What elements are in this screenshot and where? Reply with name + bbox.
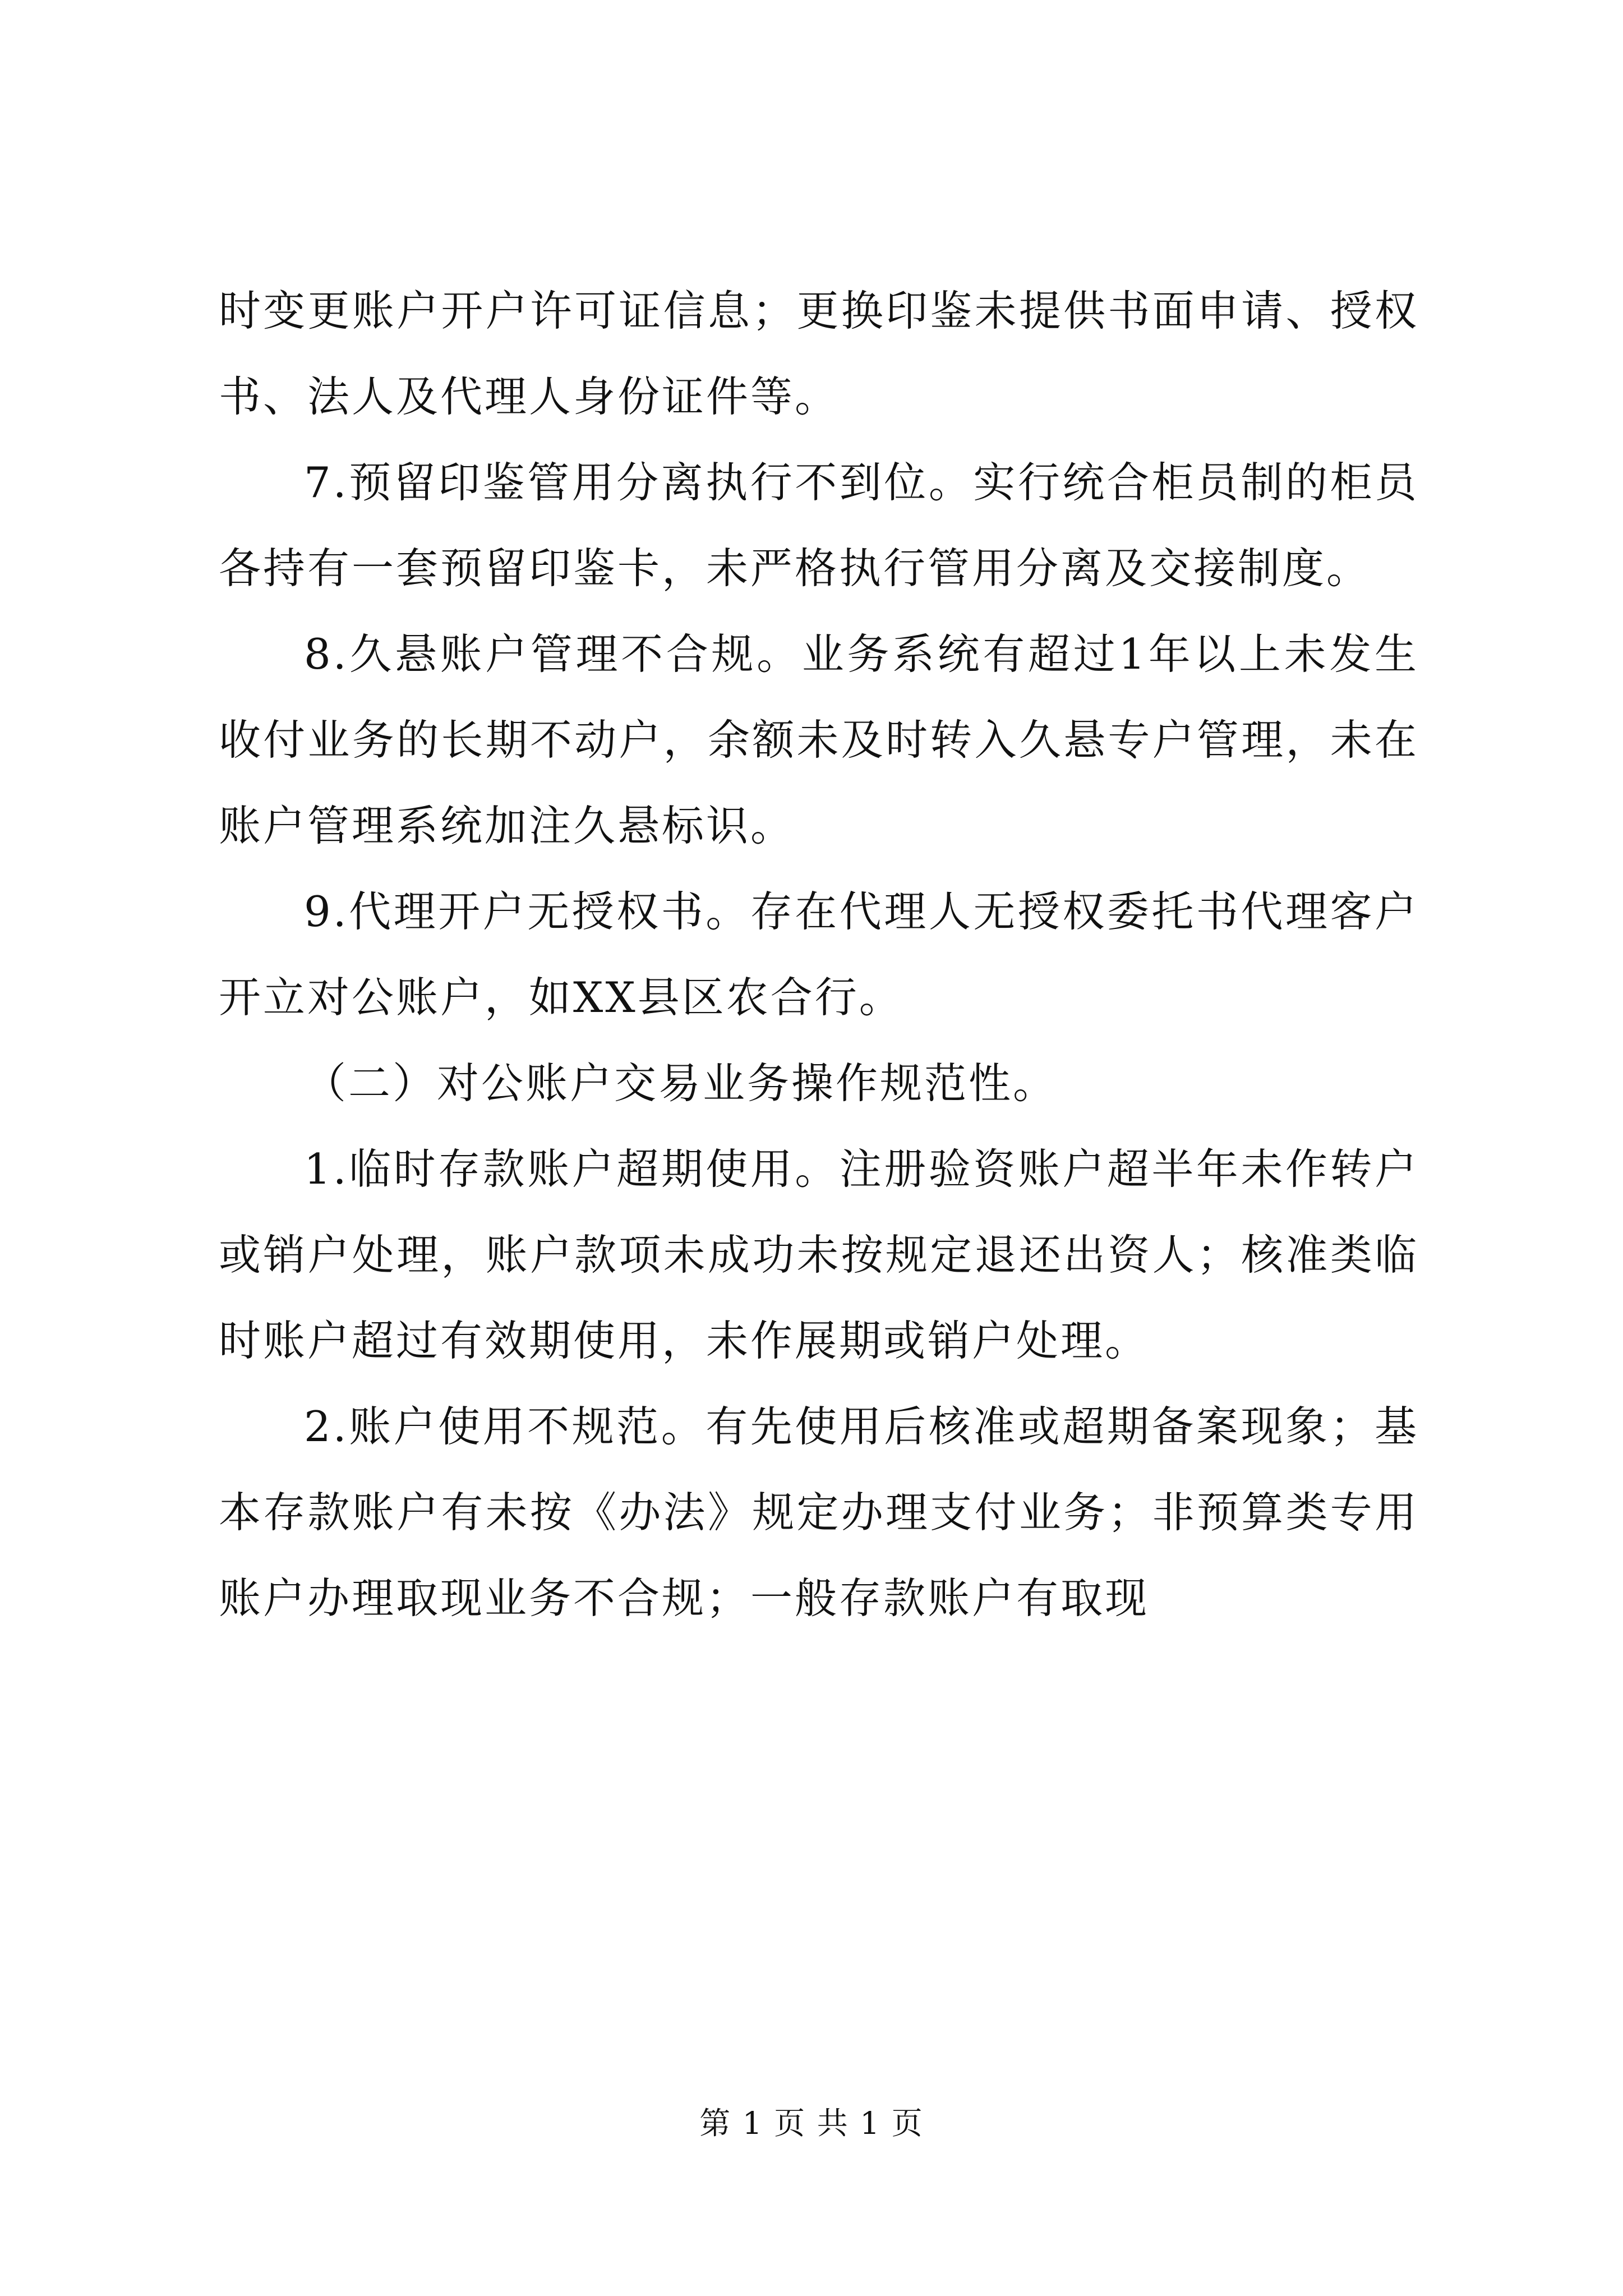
paragraph-item-7: 7.预留印鉴管用分离执行不到位。实行统合柜员制的柜员各持有一套预留印鉴卡，未严格执行管用分离及交接制度。	[219, 458, 1419, 593]
paragraph-item-8: 8.久悬账户管理不合规。业务系统有超过1年以上未发生收付业务的长期不动户，余额未及时转入久悬专户管理，未在账户管理系统加注久悬标识。	[219, 629, 1419, 850]
paragraph-continued: 时变更账户开户许可证信息；更换印鉴未提供书面申请、授权书、法人及代理人身份证件等。	[219, 286, 1419, 421]
paragraph-item-1: 1.临时存款账户超期使用。注册验资账户超半年未作转户或销户处理，账户款项未成功未按规定退还出资人；核准类临时账户超过有效期使用，未作展期或销户处理。	[219, 1144, 1419, 1365]
section-heading-2: （二）对公账户交易业务操作规范性。	[304, 1059, 1058, 1108]
paragraph-item-2: 2.账户使用不规范。有先使用后核准或超期备案现象；基本存款账户有未按《办法》规定办理支付业务；非预算类专用账户办理取现业务不合规；一般存款账户有取现	[219, 1402, 1419, 1623]
page-footer: 第 1 页 共 1 页	[699, 2105, 924, 2141]
paragraph-item-9: 9.代理开户无授权书。存在代理人无授权委托书代理客户开立对公账户，如XX县区农合行。	[219, 887, 1419, 1022]
document-body	[219, 268, 1419, 1641]
